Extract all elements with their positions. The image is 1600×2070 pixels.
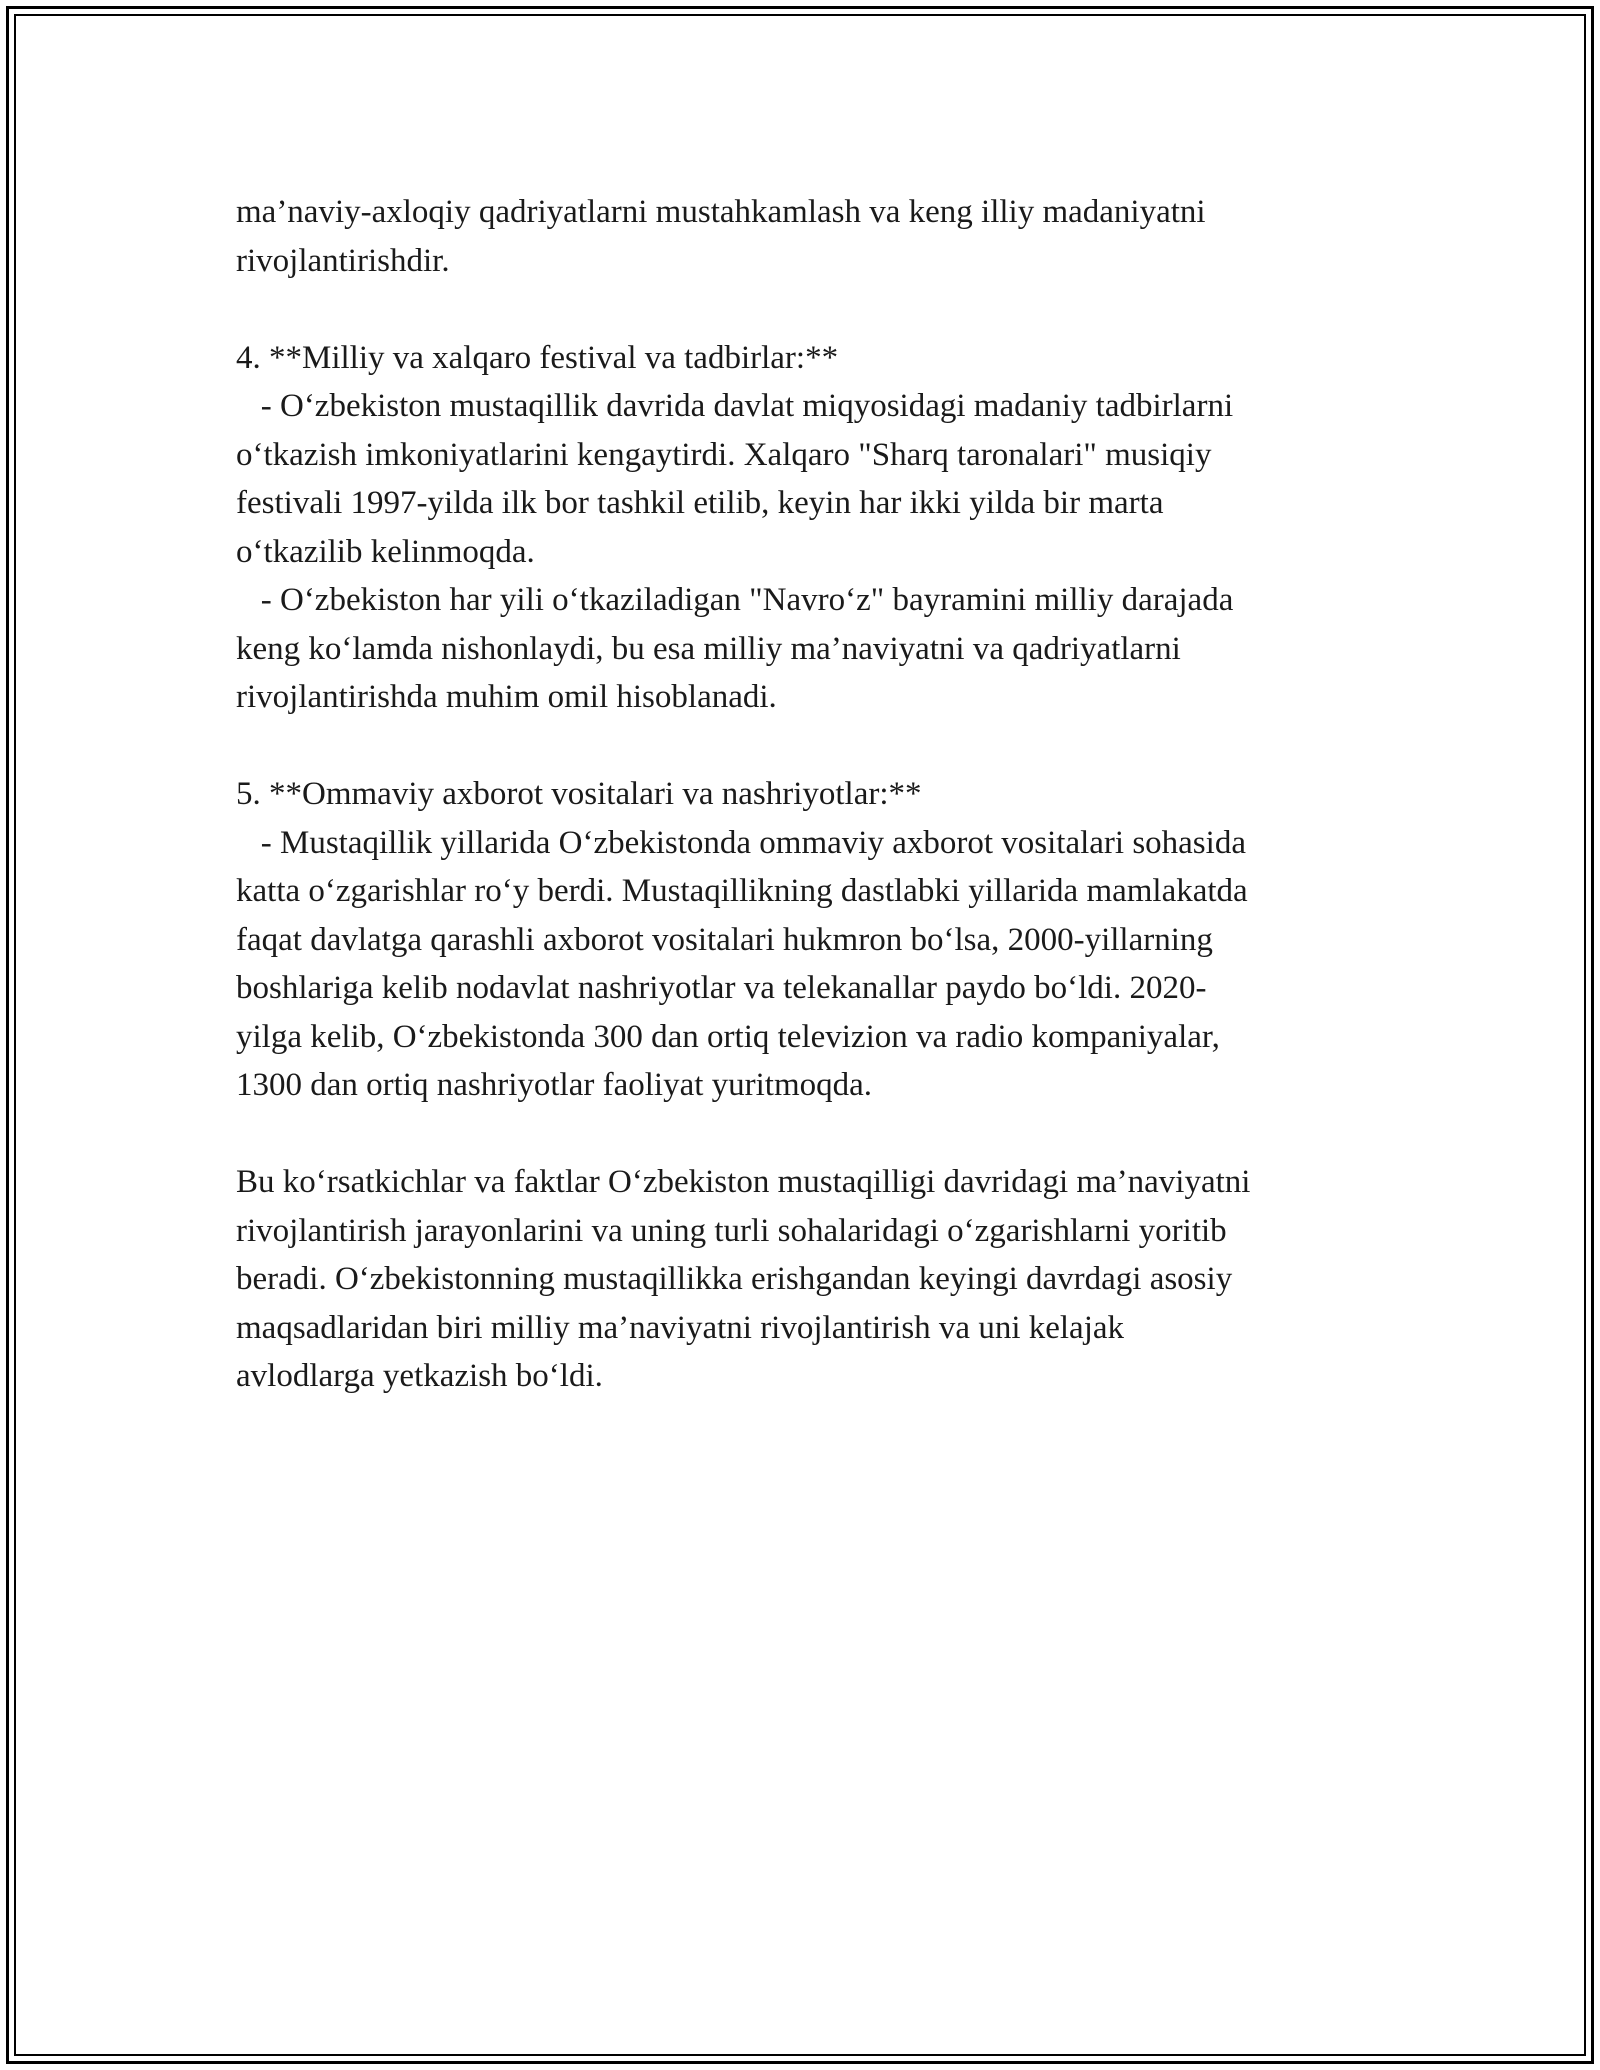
- document-body: [236, 188, 1386, 1401]
- text-line: festivali 1997-yilda ilk bor tashkil etilib, keyin har ikki yilda bir marta: [236, 485, 1164, 521]
- paragraph-gap: [236, 285, 1386, 334]
- section-heading: 4. **Milliy va xalqaro festival va tadbirlar:**: [236, 339, 839, 376]
- section-festivals: [236, 334, 1386, 722]
- text-line: rivojlantirishda muhim omil hisoblanadi.: [236, 679, 777, 715]
- text-line: rivojlantirish jarayonlarini va uning turli sohalaridagi o‘zgarishlarni yoritib: [236, 1212, 1227, 1249]
- text-line: 1300 dan ortiq nashriyotlar faoliyat yuritmoqda.: [236, 1067, 873, 1103]
- paragraph: [236, 188, 1386, 285]
- section-media: [236, 770, 1386, 1110]
- text-line: o‘tkazilib kelinmoqda.: [236, 533, 535, 570]
- text-line: keng ko‘lamda nishonlaydi, bu esa milliy ma’naviyatni va qadriyatlarni: [236, 630, 1181, 667]
- text-line: faqat davlatga qarashli axborot vositalari hukmron bo‘lsa, 2000-yillarning: [236, 921, 1213, 958]
- text-line: Bu ko‘rsatkichlar va faktlar O‘zbekiston mustaqilligi davridagi ma’naviyatni: [236, 1164, 1251, 1200]
- text-line: - Mustaqillik yillarida O‘zbekistonda ommaviy axborot vositalari sohasida: [236, 824, 1246, 861]
- text-line: rivojlantirishdir.: [236, 242, 450, 279]
- text-line: - O‘zbekiston mustaqillik davrida davlat miqyosidagi madaniy tadbirlarni: [236, 388, 1234, 424]
- text-line: ma’naviy-axloqiy qadriyatlarni mustahkamlash va keng illiy madaniyatni: [236, 194, 1206, 230]
- text-line: katta o‘zgarishlar ro‘y berdi. Mustaqillikning dastlabki yillarida mamlakatda: [236, 873, 1248, 909]
- text-line: avlodlarga yetkazish bo‘ldi.: [236, 1358, 603, 1394]
- text-line: maqsadlaridan biri milliy ma’naviyatni rivojlantirish va uni kelajak: [236, 1309, 1125, 1346]
- conclusion-paragraph: [236, 1158, 1386, 1401]
- text-line: - O‘zbekiston har yili o‘tkaziladigan "Navro‘z" bayramini milliy darajada: [236, 582, 1234, 618]
- section-heading: 5. **Ommaviy axborot vositalari va nashriyotlar:**: [236, 776, 922, 812]
- text-line: yilga kelib, O‘zbekistonda 300 dan ortiq televizion va radio kompaniyalar,: [236, 1018, 1220, 1055]
- paragraph-gap: [236, 722, 1386, 771]
- paragraph-gap: [236, 1110, 1386, 1159]
- text-line: o‘tkazish imkoniyatlarini kengaytirdi. Xalqaro "Sharq taronalari" musiqiy: [236, 436, 1212, 473]
- text-line: boshlariga kelib nodavlat nashriyotlar va telekanallar paydo bo‘ldi. 2020-: [236, 970, 1207, 1006]
- text-line: beradi. O‘zbekistonning mustaqillikka erishgandan keyingi davrdagi asosiy: [236, 1261, 1233, 1297]
